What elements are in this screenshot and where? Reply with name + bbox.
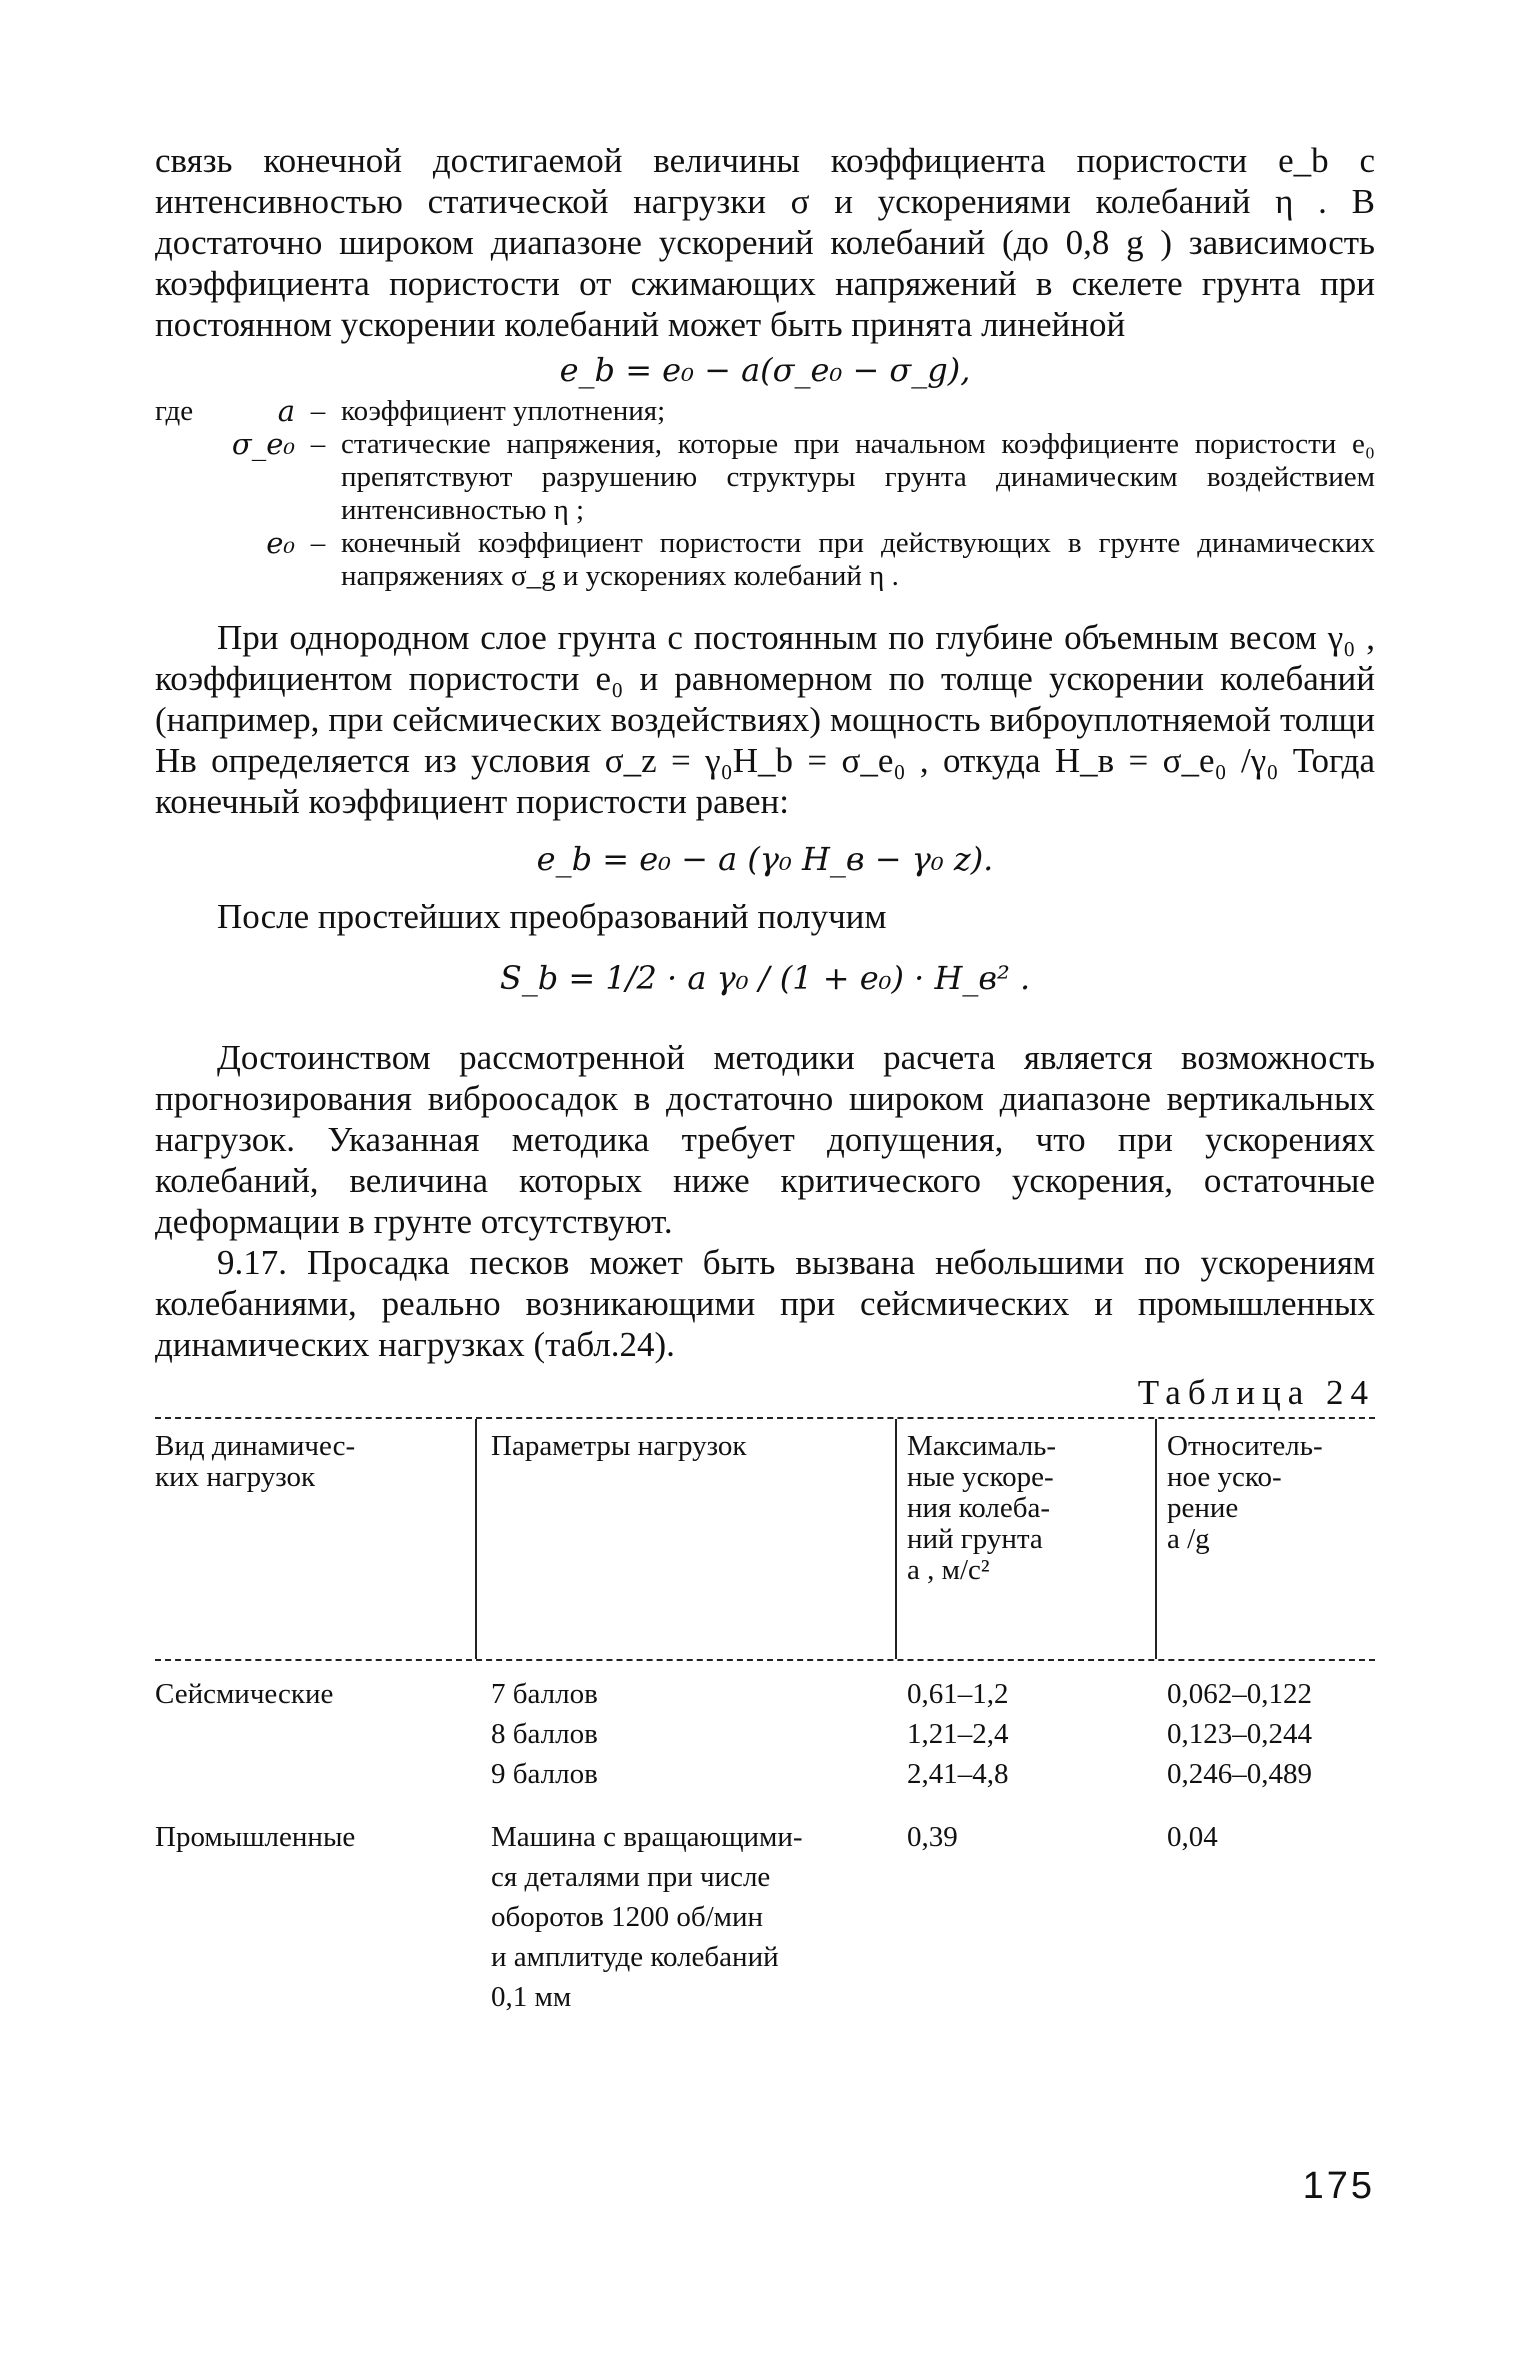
table-row	[155, 1719, 1375, 1759]
header-load-type: Вид динамичес- ких нагрузок	[155, 1430, 356, 1493]
cell-load-type: Сейсмические	[155, 1678, 334, 1710]
table-caption: Таблица 24	[1137, 1373, 1375, 1412]
cell-param: 7 баллов	[491, 1678, 598, 1710]
definition-symbol: e₀	[266, 526, 295, 560]
table-row	[155, 1759, 1375, 1817]
header-load-params: Параметры нагрузок	[491, 1430, 747, 1462]
cell-rel: 0,062–0,122	[1167, 1678, 1312, 1710]
cell-max: 2,41–4,8	[907, 1758, 1009, 1790]
cell-rel: 0,123–0,244	[1167, 1718, 1312, 1750]
table-header	[155, 1417, 1375, 1661]
definition-symbol: a	[277, 394, 295, 428]
cell-param: 8 баллов	[491, 1718, 598, 1750]
cell-max: 1,21–2,4	[907, 1718, 1009, 1750]
paragraph-2: При однородном слое грунта с постоянным по глубине объемным весом γ₀ , коэффициентом пористости e₀ и равномерном по толще ускорении колебаний (например, при сейсмических воздействиях) мощность виброуплотняемой толщи Hв определяется из условия σ_z = γ₀H_b = σ_e₀ , откуда H_в = σ_e₀ /γ₀ Тогда конечный коэффициент пористости равен:	[155, 618, 1375, 821]
cell-load-type: Промышленные	[155, 1821, 356, 1853]
formula-2: e_b = e₀ − a (γ₀ H_в − γ₀ z).	[536, 840, 994, 878]
page-number: 175	[1302, 2165, 1375, 2207]
cell-max: 0,39	[907, 1821, 958, 1853]
formula-1: e_b = e₀ − a(σ_e₀ − σ_g),	[559, 351, 971, 389]
cell-max: 0,61–1,2	[907, 1678, 1009, 1710]
table-row	[155, 1679, 1375, 1719]
cell-param: Машина с вращающими- ся деталями при числе оборотов 1200 об/мин и амплитуде колебаний 0,1 мм	[491, 1821, 803, 2013]
paragraph-1: связь конечной достигаемой величины коэффициента пористости e_b с интенсивностью статической нагрузки σ и ускорениями колебаний η . В достаточно широком диапазоне ускорений колебаний (до 0,8 g ) зависимость коэффициента пористости от сжимающих напряжений в скелете грунта при постоянном ускорении колебаний может быть принята линейной	[155, 141, 1375, 344]
paragraph-4: Достоинством рассмотренной методики расчета является возможность прогнозирования виброосадок в достаточно широком диапазоне вертикальных нагрузок. Указанная методика требует допущения, что при ускорениях колебаний, величина которых ниже критического ускорения, остаточные деформации в грунте отсутствуют.	[155, 1038, 1375, 1241]
header-relative-acceleration: Относитель- ное уско- рение a /g	[1167, 1430, 1323, 1555]
cell-param: 9 баллов	[491, 1758, 598, 1790]
paragraph-5: 9.17. Просадка песков может быть вызвана небольшими по ускорениям колебаниями, реально возникающими при сейсмических и промышленных динамических нагрузках (табл.24).	[155, 1243, 1375, 1364]
definition-symbol: σ_e₀	[231, 427, 295, 461]
cell-rel: 0,04	[1167, 1821, 1218, 1853]
definition-text: статические напряжения, которые при начальном коэффициенте пористости e₀ препятствуют разрушению структуры грунта динамическим воздействием интенсивностью η ;	[341, 428, 1375, 526]
header-max-acceleration: Максималь- ные ускоре- ния колеба- ний грунта a , м/с²	[907, 1430, 1057, 1586]
definition-text: коэффициент уплотнения;	[341, 395, 666, 427]
page-body	[155, 140, 1375, 2027]
definition-row: где a – коэффициент уплотнения;	[155, 395, 1375, 428]
cell-rel: 0,246–0,489	[1167, 1758, 1312, 1790]
table-24	[155, 1417, 1375, 2027]
definition-row: σ_e₀ – статические напряжения, которые при начальном коэффициенте пористости e₀ препятствуют разрушению структуры грунта динамическим воздействием интенсивностью η ;	[155, 428, 1375, 527]
table-row	[155, 1817, 1375, 2027]
definition-text: конечный коэффициент пористости при действующих в грунте динамических напряжениях σ_g и ускорениях колебаний η .	[341, 527, 1375, 592]
definition-list	[155, 395, 1375, 593]
paragraph-3: После простейших преобразований получим	[217, 897, 887, 936]
where-label: где	[155, 395, 194, 427]
definition-row: e₀ – конечный коэффициент пористости при действующих в грунте динамических напряжениях σ_g и ускорениях колебаний η .	[155, 527, 1375, 593]
formula-3: S_b = 1/2 · a γ₀ / (1 + e₀) · H_в² .	[499, 959, 1031, 997]
